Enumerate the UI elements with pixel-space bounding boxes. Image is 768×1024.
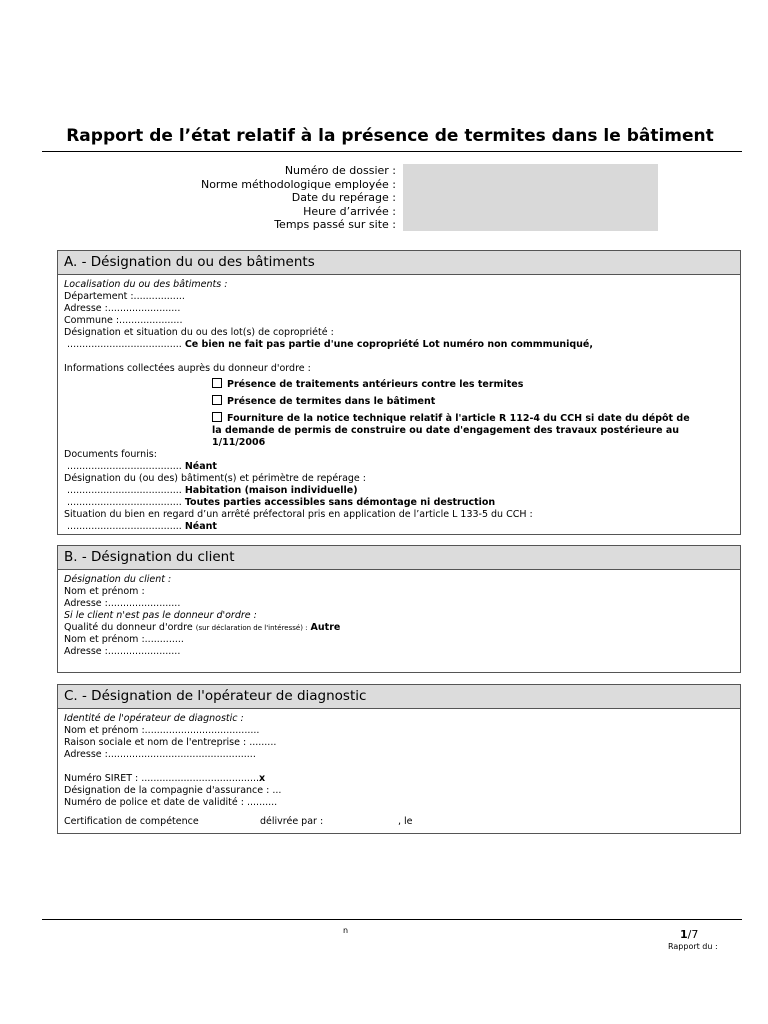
check-row-3	[64, 412, 734, 425]
identite-label: Identité de l'opérateur de diagnostic :	[64, 713, 244, 724]
siret-field: Numéro SIRET : .......................................	[64, 773, 260, 784]
check-row-1	[64, 378, 734, 391]
arrete-dots: ......................................	[67, 521, 182, 532]
donneur-label: Si le client n'est pas le donneur d'ordre :	[64, 610, 257, 621]
designation-situation-label: Désignation et situation du ou des lot(s) de copropriété :	[64, 327, 334, 338]
checkbox-notice[interactable]	[212, 412, 222, 422]
page-title: Rapport de l’état relatif à la présence de termites dans le bâtiment	[66, 126, 714, 146]
client-label: Désignation du client :	[64, 574, 172, 585]
copropriete-row	[64, 339, 734, 351]
bat-dots-1: ......................................	[67, 485, 182, 496]
section-c-heading: C. - Désignation de l'opérateur de diagnostic	[58, 685, 740, 709]
docs-row	[64, 461, 734, 473]
title-divider	[42, 151, 742, 152]
docs-dots: ......................................	[67, 461, 182, 472]
checkbox-termites[interactable]	[212, 395, 222, 405]
qualite-label: Qualité du donneur d'ordre	[64, 622, 193, 633]
bat-value-1: Habitation (maison individuelle)	[184, 485, 358, 496]
heure-label: Heure d’arrivée :	[303, 204, 396, 218]
section-b	[57, 545, 741, 673]
batiments-label: Désignation du (ou des) bâtiment(s) et périmètre de repérage :	[64, 473, 366, 484]
certif-label: Certification de compétence	[64, 816, 199, 827]
section-c	[57, 684, 741, 834]
section-a	[57, 250, 741, 535]
donneur-adresse: Adresse :........................	[64, 646, 181, 657]
donneur-nom: Nom et prénom :.............	[64, 634, 184, 645]
qualite-small: (sur déclaration de l'intéressé) :	[195, 624, 308, 632]
temps-label: Temps passé sur site :	[274, 218, 396, 231]
date-label: Date du repérage :	[291, 191, 396, 204]
header-fields	[150, 164, 396, 232]
arrete-value: Néant	[184, 521, 217, 532]
client-adresse: Adresse :........................	[64, 598, 181, 609]
departement-field: Département :.................	[64, 291, 185, 302]
check2-label: Présence de termites dans le bâtiment	[227, 396, 436, 407]
header-values-box[interactable]	[403, 164, 658, 231]
section-b-heading: B. - Désignation du client	[58, 546, 740, 570]
section-a-heading: A. - Désignation du ou des bâtiments	[58, 251, 740, 275]
operateur-nom: Nom et prénom :......................................	[64, 725, 260, 736]
arrete-row	[64, 521, 734, 533]
docs-label: Documents fournis:	[64, 449, 157, 460]
raison-sociale: Raison sociale et nom de l'entreprise : .........	[64, 737, 277, 748]
page-current: 1	[680, 928, 688, 941]
check3-label-3: 1/11/2006	[212, 437, 266, 448]
check1-label: Présence de traitements antérieurs contre les termites	[227, 379, 524, 390]
qualite-value: Autre	[310, 622, 341, 633]
assurance-field: Désignation de la compagnie d'assurance : ...	[64, 785, 282, 796]
siret-row	[64, 773, 734, 785]
docs-value: Néant	[184, 461, 217, 472]
client-nom: Nom et prénom :	[64, 586, 145, 597]
localisation-label: Localisation du ou des bâtiments :	[64, 279, 228, 290]
bat-value-2: Toutes parties accessibles sans démontage ni destruction	[184, 497, 496, 508]
page-total: /7	[687, 928, 699, 941]
delivree-label: délivrée par :	[260, 816, 324, 827]
police-field: Numéro de police et date de validité : ..........	[64, 797, 278, 808]
commune-field: Commune :.....................	[64, 315, 183, 326]
siret-mark: x	[259, 773, 266, 784]
arrete-label: Situation du bien en regard d’un arrêté préfectoral pris en application de l’article L 133-5 du CCH :	[64, 509, 533, 520]
adresse-field: Adresse :........................	[64, 303, 181, 314]
copro-value: Ce bien ne fait pas partie d'une copropriété Lot numéro non commmuniqué,	[184, 339, 593, 350]
qualite-row	[64, 622, 734, 634]
operateur-adresse: Adresse :.................................................	[64, 749, 256, 760]
le-label: , le	[398, 816, 413, 827]
norme-label: Norme méthodologique employée :	[200, 177, 396, 191]
dossier-label: Numéro de dossier :	[284, 164, 396, 177]
copro-dots: ......................................	[67, 339, 182, 350]
certification-row	[64, 816, 734, 828]
footer-rapport: Rapport du :	[668, 942, 718, 951]
bat-dots-2: ......................................	[67, 497, 182, 508]
footer-divider	[42, 919, 742, 920]
footer-n: n	[343, 926, 349, 935]
check3-label-2: la demande de permis de construire ou date d'engagement des travaux postérieure au	[212, 425, 680, 436]
page-number	[680, 928, 698, 941]
info-label: Informations collectées auprès du donneur d'ordre :	[64, 363, 311, 374]
check3-label-1: Fourniture de la notice technique relatif à l'article R 112-4 du CCH si date du dépôt de	[227, 413, 690, 424]
check-row-2	[64, 395, 734, 408]
checkbox-traitements[interactable]	[212, 378, 222, 388]
batiments-row-2	[64, 497, 734, 509]
batiments-row-1	[64, 485, 734, 497]
